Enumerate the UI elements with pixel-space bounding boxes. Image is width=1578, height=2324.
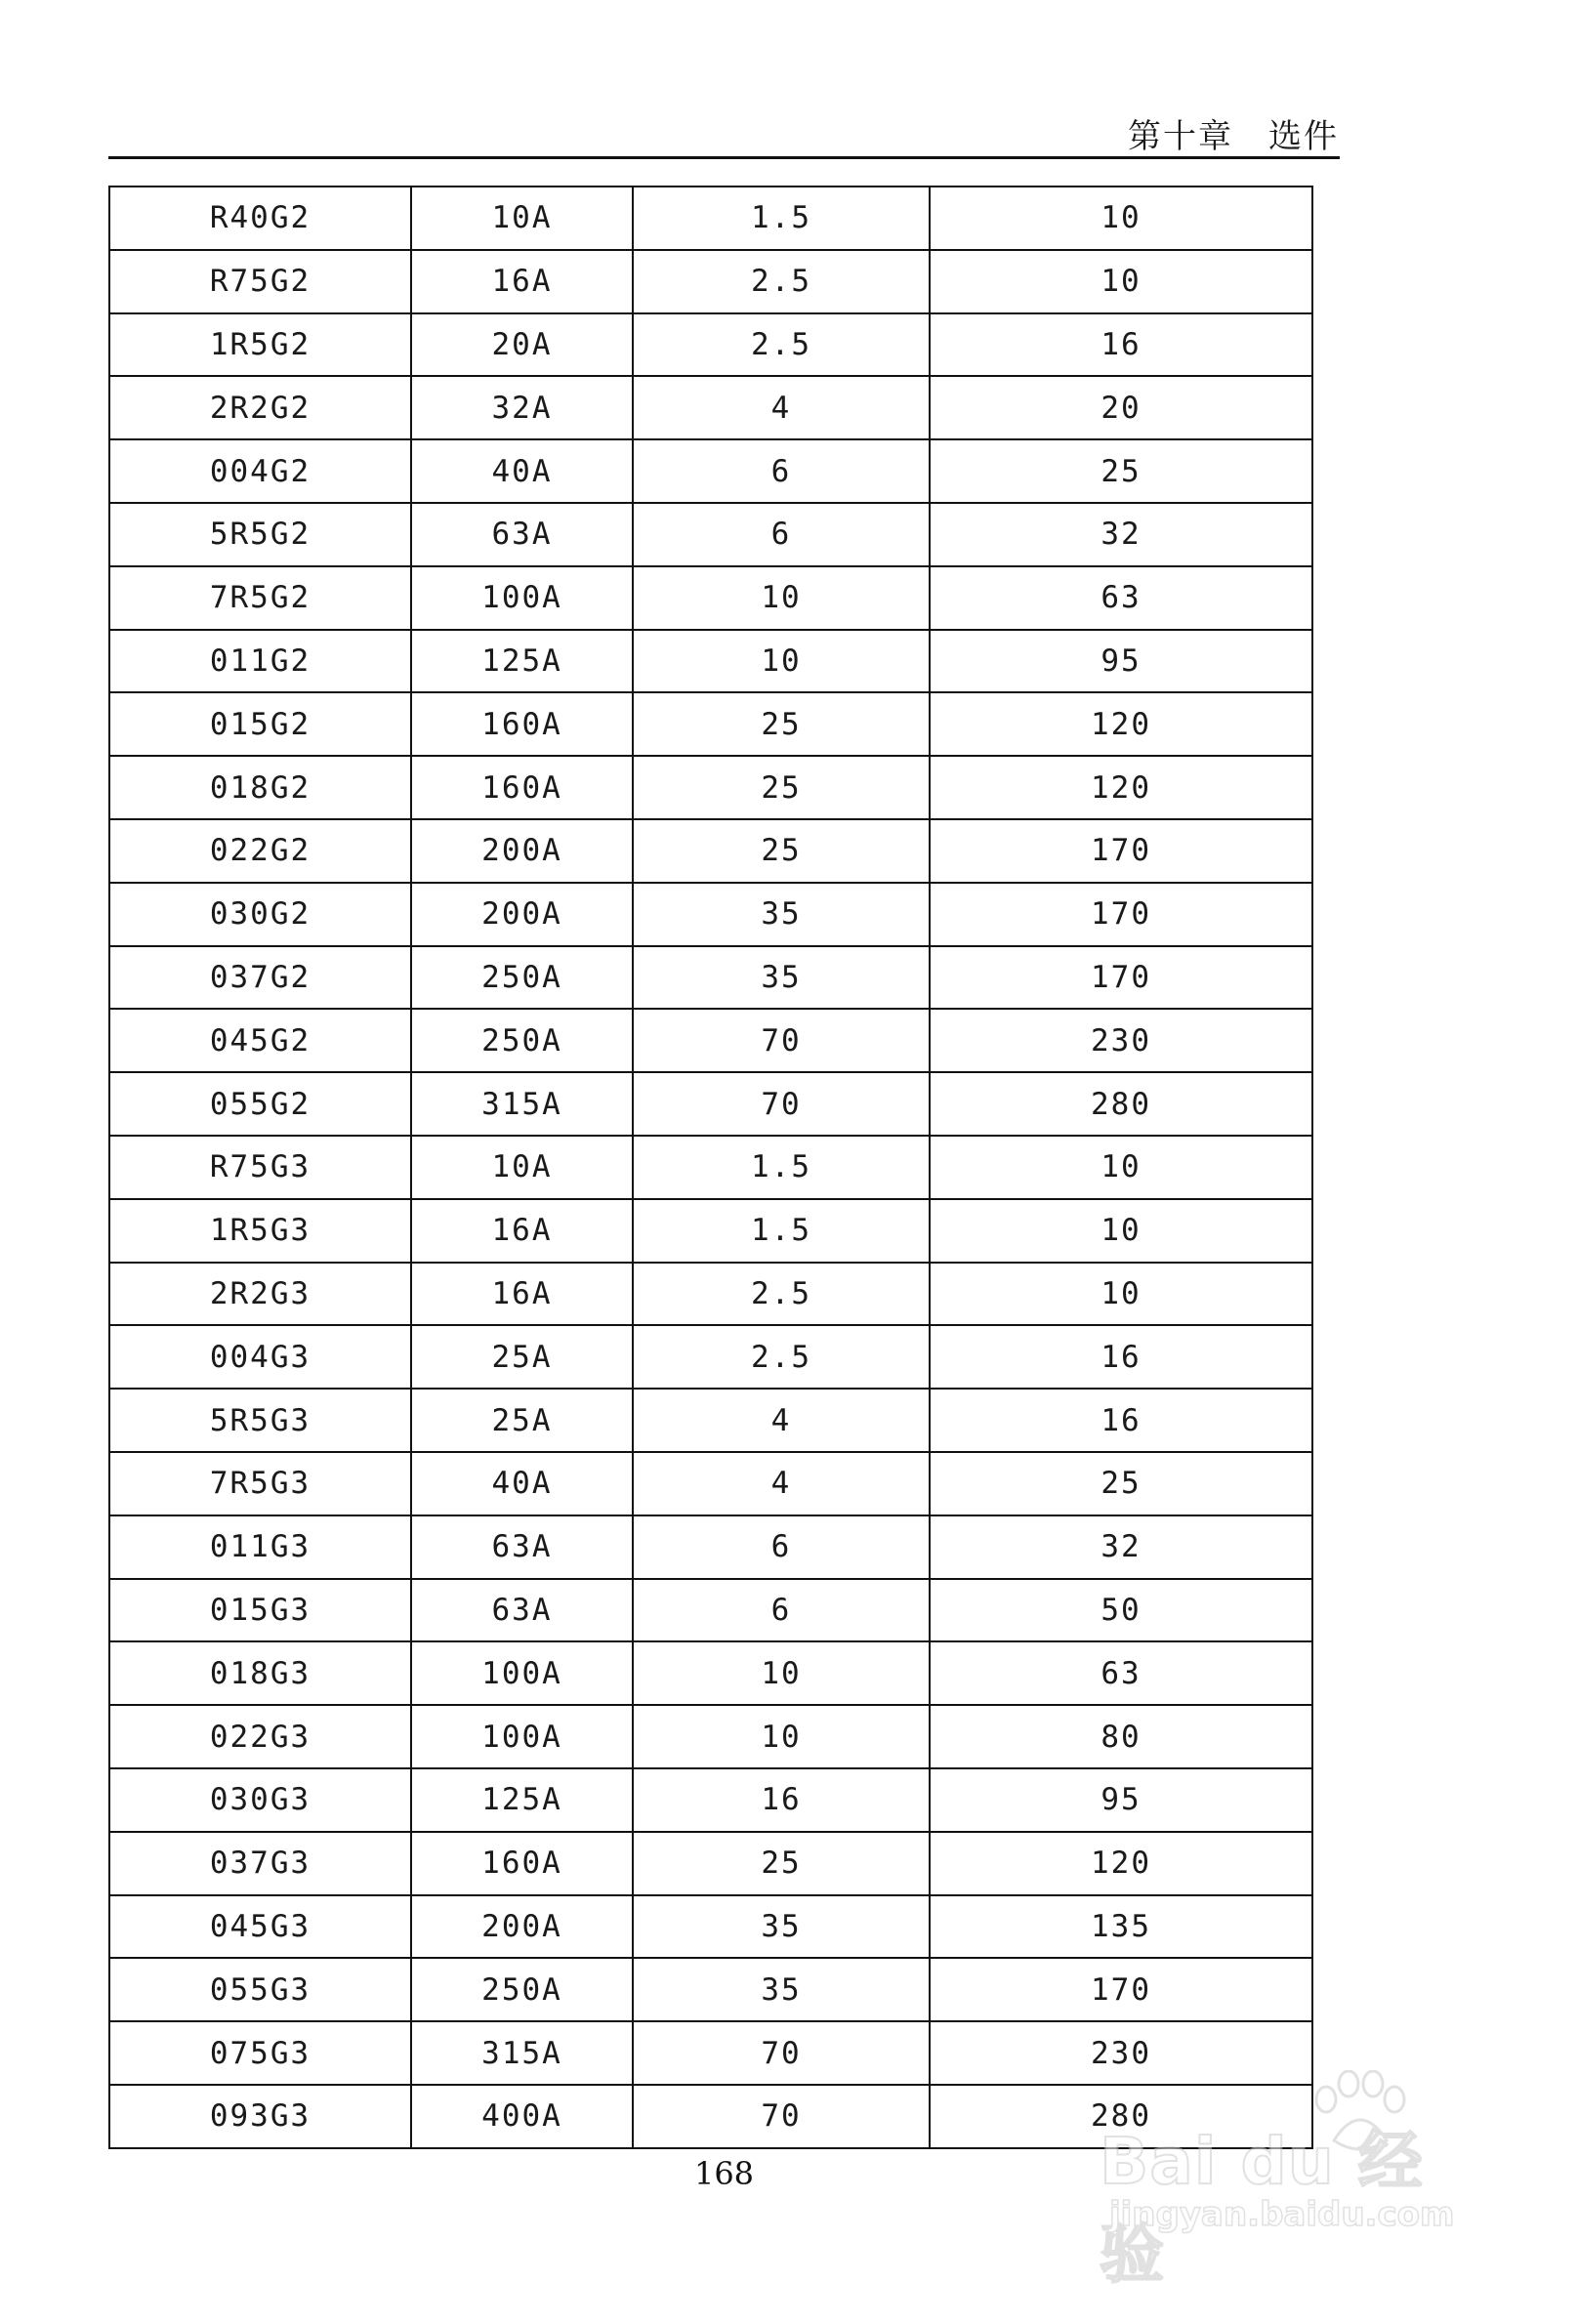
table-cell: 16 xyxy=(930,1389,1312,1452)
table-cell: 160A xyxy=(411,692,633,756)
table-cell: 200A xyxy=(411,819,633,883)
spec-table-body xyxy=(109,187,1312,2148)
chapter-title: 第十章 选件 xyxy=(1128,117,1339,156)
table-row xyxy=(109,1515,1312,1579)
table-cell: 120 xyxy=(930,692,1312,756)
table-row xyxy=(109,1072,1312,1136)
table-cell: 018G3 xyxy=(109,1641,411,1705)
table-row xyxy=(109,439,1312,503)
table-cell: 35 xyxy=(633,1958,930,2021)
table-cell: 022G3 xyxy=(109,1705,411,1768)
table-cell: 10 xyxy=(930,250,1312,313)
table-row xyxy=(109,819,1312,883)
table-cell: 015G2 xyxy=(109,692,411,756)
table-cell: 135 xyxy=(930,1895,1312,1959)
table-cell: 022G2 xyxy=(109,819,411,883)
table-cell: 315A xyxy=(411,2021,633,2085)
table-row xyxy=(109,187,1312,250)
table-cell: 230 xyxy=(930,2021,1312,2085)
table-cell: 2R2G3 xyxy=(109,1263,411,1326)
table-cell: 25 xyxy=(930,439,1312,503)
table-row xyxy=(109,1895,1312,1959)
table-cell: 16A xyxy=(411,1199,633,1263)
table-cell: 011G2 xyxy=(109,630,411,693)
table-cell: 63 xyxy=(930,566,1312,630)
table-row xyxy=(109,630,1312,693)
table-cell: 250A xyxy=(411,1958,633,2021)
table-cell: 2.5 xyxy=(633,1325,930,1389)
table-cell: 030G3 xyxy=(109,1768,411,1832)
table-cell: 16A xyxy=(411,250,633,313)
table-row xyxy=(109,1325,1312,1389)
table-row xyxy=(109,566,1312,630)
table-cell: 100A xyxy=(411,566,633,630)
table-row xyxy=(109,1832,1312,1895)
table-row xyxy=(109,250,1312,313)
table-cell: 075G3 xyxy=(109,2021,411,2085)
table-cell: 093G3 xyxy=(109,2085,411,2148)
table-row xyxy=(109,692,1312,756)
table-cell: 16 xyxy=(930,313,1312,377)
table-cell: 160A xyxy=(411,756,633,819)
header-divider xyxy=(108,156,1340,159)
table-cell: 250A xyxy=(411,1009,633,1072)
table-cell: 004G2 xyxy=(109,439,411,503)
table-row xyxy=(109,503,1312,566)
table-cell: 20 xyxy=(930,376,1312,439)
watermark-url: jingyan.baidu.com xyxy=(1109,2195,1455,2234)
table-cell: 045G2 xyxy=(109,1009,411,1072)
table-cell: 4 xyxy=(633,376,930,439)
table-cell: 32 xyxy=(930,1515,1312,1579)
table-cell: 2.5 xyxy=(633,313,930,377)
table-cell: 70 xyxy=(633,2021,930,2085)
table-cell: 63A xyxy=(411,1515,633,1579)
table-cell: 160A xyxy=(411,1832,633,1895)
table-cell: 2R2G2 xyxy=(109,376,411,439)
table-cell: 63 xyxy=(930,1641,1312,1705)
table-row xyxy=(109,1136,1312,1199)
table-cell: 32 xyxy=(930,503,1312,566)
table-cell: 125A xyxy=(411,1768,633,1832)
table-cell: 25A xyxy=(411,1389,633,1452)
table-row xyxy=(109,376,1312,439)
table-cell: 1R5G3 xyxy=(109,1199,411,1263)
table-cell: 6 xyxy=(633,1579,930,1642)
table-cell: 5R5G3 xyxy=(109,1389,411,1452)
table-row xyxy=(109,1641,1312,1705)
table-row xyxy=(109,1958,1312,2021)
table-cell: 10A xyxy=(411,1136,633,1199)
table-row xyxy=(109,1263,1312,1326)
table-cell: 1.5 xyxy=(633,1199,930,1263)
page-number: 168 xyxy=(693,2155,755,2192)
table-cell: 35 xyxy=(633,1895,930,1959)
table-row xyxy=(109,1705,1312,1768)
table-row xyxy=(109,313,1312,377)
table-cell: 10A xyxy=(411,187,633,250)
table-cell: 25 xyxy=(633,819,930,883)
table-cell: 10 xyxy=(633,1641,930,1705)
table-cell: 100A xyxy=(411,1705,633,1768)
table-cell: R40G2 xyxy=(109,187,411,250)
table-cell: 055G3 xyxy=(109,1958,411,2021)
table-cell: 10 xyxy=(930,1199,1312,1263)
table-cell: 170 xyxy=(930,1958,1312,2021)
table-cell: 120 xyxy=(930,1832,1312,1895)
spec-table xyxy=(108,186,1313,2149)
table-cell: 10 xyxy=(633,630,930,693)
table-cell: 400A xyxy=(411,2085,633,2148)
table-row xyxy=(109,1199,1312,1263)
table-cell: 030G2 xyxy=(109,883,411,946)
table-cell: 10 xyxy=(633,1705,930,1768)
table-cell: 100A xyxy=(411,1641,633,1705)
table-cell: 7R5G3 xyxy=(109,1452,411,1515)
table-cell: 70 xyxy=(633,1009,930,1072)
table-row xyxy=(109,1389,1312,1452)
table-cell: 95 xyxy=(930,630,1312,693)
table-cell: 25 xyxy=(930,1452,1312,1515)
table-cell: 10 xyxy=(930,1136,1312,1199)
table-row xyxy=(109,1579,1312,1642)
table-cell: 10 xyxy=(633,566,930,630)
table-cell: 6 xyxy=(633,1515,930,1579)
table-cell: 037G2 xyxy=(109,946,411,1010)
table-cell: 4 xyxy=(633,1389,930,1452)
table-cell: 25A xyxy=(411,1325,633,1389)
table-cell: 40A xyxy=(411,1452,633,1515)
table-cell: 125A xyxy=(411,630,633,693)
table-cell: 50 xyxy=(930,1579,1312,1642)
table-cell: 40A xyxy=(411,439,633,503)
table-cell: 95 xyxy=(930,1768,1312,1832)
table-row xyxy=(109,883,1312,946)
table-cell: 250A xyxy=(411,946,633,1010)
table-cell: R75G3 xyxy=(109,1136,411,1199)
table-cell: 25 xyxy=(633,756,930,819)
table-cell: 16A xyxy=(411,1263,633,1326)
table-cell: 280 xyxy=(930,2085,1312,2148)
table-cell: 1R5G2 xyxy=(109,313,411,377)
table-cell: 1.5 xyxy=(633,1136,930,1199)
table-cell: 170 xyxy=(930,819,1312,883)
table-cell: 6 xyxy=(633,503,930,566)
table-cell: 5R5G2 xyxy=(109,503,411,566)
table-cell: 055G2 xyxy=(109,1072,411,1136)
table-cell: 2.5 xyxy=(633,1263,930,1326)
table-row xyxy=(109,1009,1312,1072)
watermark xyxy=(1080,2070,1471,2292)
table-cell: 170 xyxy=(930,883,1312,946)
table-cell: 10 xyxy=(930,187,1312,250)
table-cell: 015G3 xyxy=(109,1579,411,1642)
table-cell: R75G2 xyxy=(109,250,411,313)
table-cell: 16 xyxy=(633,1768,930,1832)
table-cell: 018G2 xyxy=(109,756,411,819)
table-cell: 4 xyxy=(633,1452,930,1515)
table-cell: 6 xyxy=(633,439,930,503)
table-cell: 230 xyxy=(930,1009,1312,1072)
table-cell: 7R5G2 xyxy=(109,566,411,630)
table-cell: 20A xyxy=(411,313,633,377)
table-cell: 32A xyxy=(411,376,633,439)
table-row xyxy=(109,756,1312,819)
spec-table-container xyxy=(108,186,1311,2149)
table-cell: 10 xyxy=(930,1263,1312,1326)
table-cell: 25 xyxy=(633,692,930,756)
table-cell: 200A xyxy=(411,883,633,946)
table-cell: 280 xyxy=(930,1072,1312,1136)
table-cell: 037G3 xyxy=(109,1832,411,1895)
table-row xyxy=(109,946,1312,1010)
table-cell: 011G3 xyxy=(109,1515,411,1579)
watermark-brand: Bai du 经验 xyxy=(1100,2124,1424,2292)
table-cell: 70 xyxy=(633,1072,930,1136)
table-cell: 16 xyxy=(930,1325,1312,1389)
table-cell: 35 xyxy=(633,946,930,1010)
table-cell: 1.5 xyxy=(633,187,930,250)
table-cell: 170 xyxy=(930,946,1312,1010)
table-cell: 35 xyxy=(633,883,930,946)
table-cell: 315A xyxy=(411,1072,633,1136)
table-cell: 70 xyxy=(633,2085,930,2148)
table-cell: 80 xyxy=(930,1705,1312,1768)
table-row xyxy=(109,1768,1312,1832)
table-cell: 2.5 xyxy=(633,250,930,313)
table-cell: 120 xyxy=(930,756,1312,819)
table-row xyxy=(109,1452,1312,1515)
table-cell: 63A xyxy=(411,503,633,566)
table-cell: 045G3 xyxy=(109,1895,411,1959)
table-cell: 25 xyxy=(633,1832,930,1895)
table-cell: 004G3 xyxy=(109,1325,411,1389)
table-cell: 63A xyxy=(411,1579,633,1642)
table-cell: 200A xyxy=(411,1895,633,1959)
